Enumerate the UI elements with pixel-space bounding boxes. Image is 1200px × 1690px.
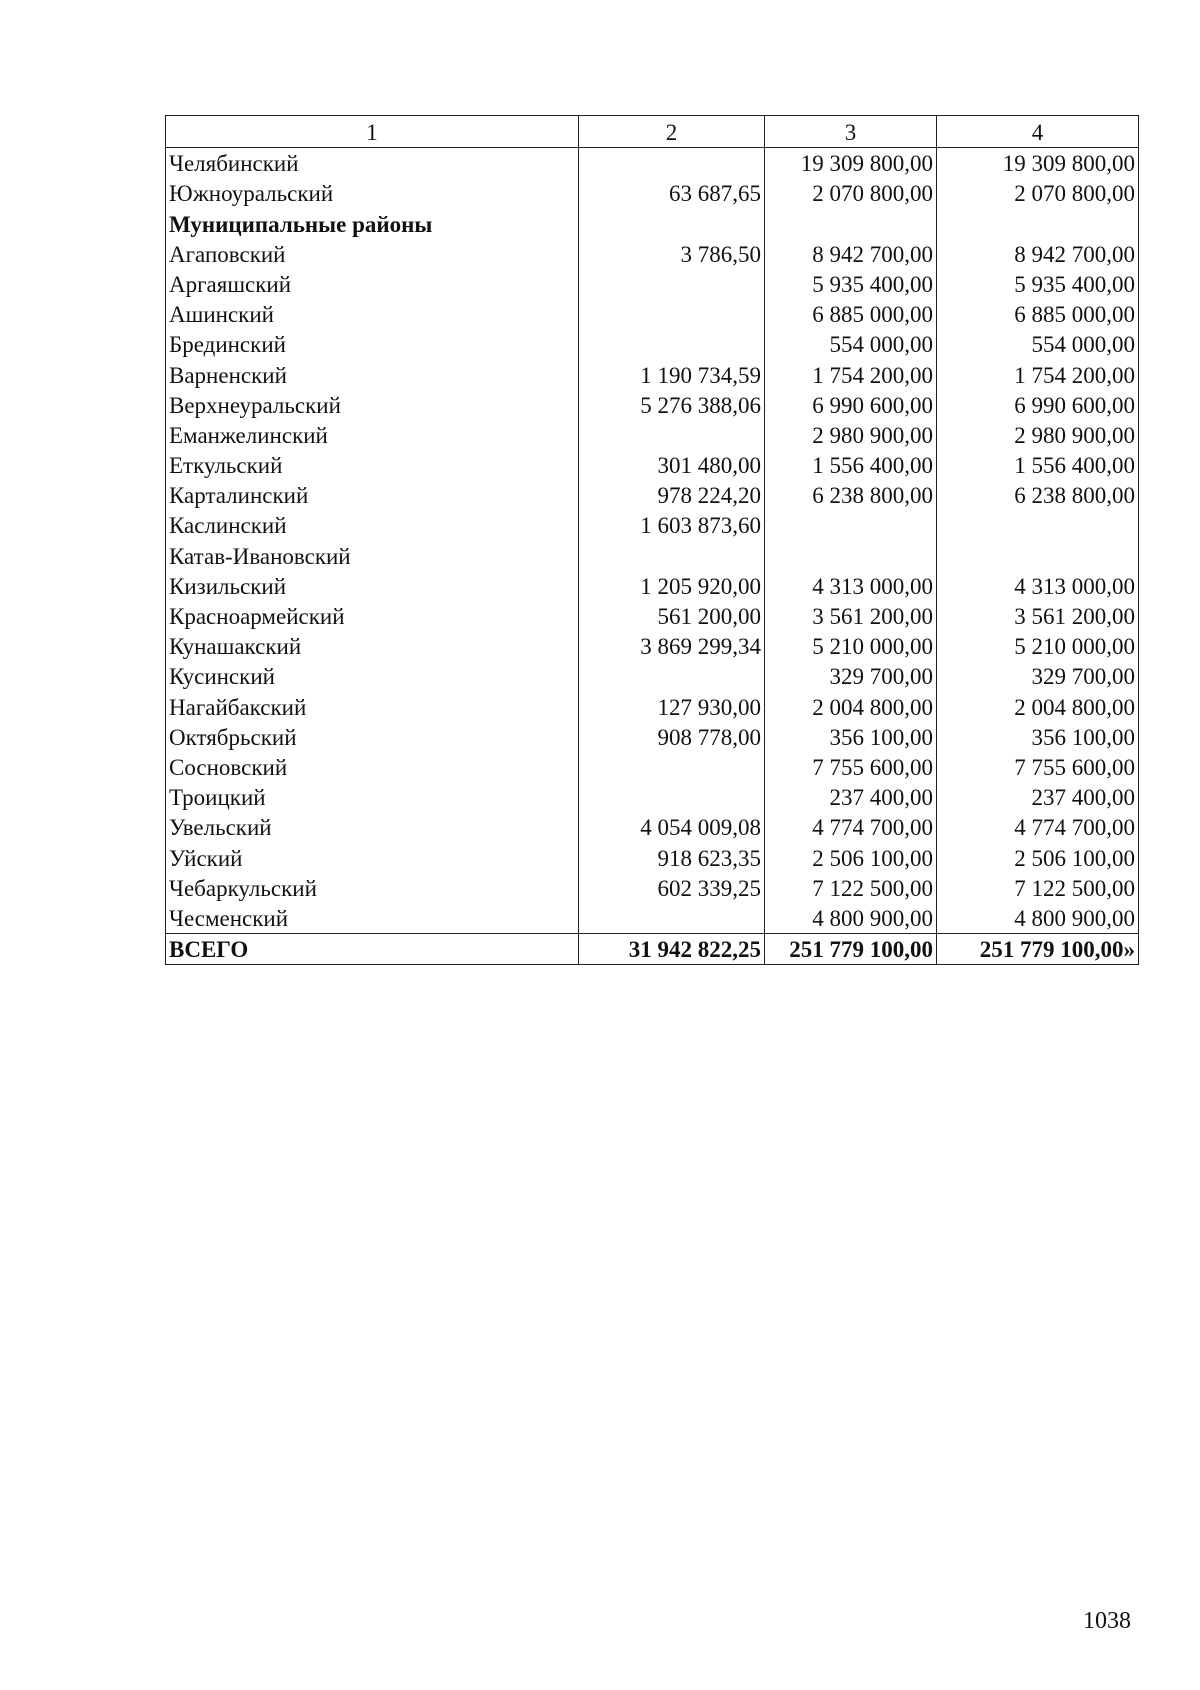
value-cell-col3: 356 100,00 [765,722,937,752]
value-cell-col3: 251 779 100,00 [765,933,937,964]
value-cell-col4: 8 942 700,00 [937,239,1139,269]
value-cell-col3: 2 004 800,00 [765,691,937,721]
row-name-cell: Еткульский [166,450,579,480]
value-cell-col4: 4 800 900,00 [937,903,1139,934]
value-cell-col4: 356 100,00 [937,722,1139,752]
value-cell-col2: 127 930,00 [579,691,765,721]
value-cell-col3: 7 122 500,00 [765,873,937,903]
value-cell-col3: 1 556 400,00 [765,450,937,480]
total-row [166,933,1139,964]
table-row [166,540,1139,570]
table-row [166,903,1139,934]
value-cell-col4: 554 000,00 [937,329,1139,359]
value-cell-col3 [765,540,937,570]
value-cell-col2: 4 054 009,08 [579,812,765,842]
row-name-cell: Агаповский [166,239,579,269]
value-cell-col4 [937,208,1139,238]
table-row [166,631,1139,661]
value-cell-col2: 1 205 920,00 [579,571,765,601]
value-cell-col2 [579,148,765,179]
value-cell-col2: 63 687,65 [579,178,765,208]
value-cell-col3: 2 506 100,00 [765,842,937,872]
table-row [166,691,1139,721]
value-cell-col4 [937,510,1139,540]
table-row [166,510,1139,540]
row-name-cell: Ашинский [166,299,579,329]
table-row [166,148,1139,179]
row-name-cell: Увельский [166,812,579,842]
value-cell-col3: 7 755 600,00 [765,752,937,782]
value-cell-col4: 237 400,00 [937,782,1139,812]
value-cell-col3 [765,208,937,238]
table-row [166,208,1139,238]
table-row [166,842,1139,872]
value-cell-col2: 1 603 873,60 [579,510,765,540]
table-row [166,239,1139,269]
value-cell-col4 [937,540,1139,570]
value-cell-col2 [579,782,765,812]
value-cell-col3: 2 980 900,00 [765,420,937,450]
value-cell-col4: 5 935 400,00 [937,269,1139,299]
value-cell-col4: 7 755 600,00 [937,752,1139,782]
page-number: 1038 [1083,1608,1131,1634]
row-name-cell: Еманжелинский [166,420,579,450]
row-name-cell: Октябрьский [166,722,579,752]
value-cell-col3: 6 885 000,00 [765,299,937,329]
table-row [166,178,1139,208]
value-cell-col2 [579,540,765,570]
row-name-cell: ВСЕГО [166,933,579,964]
table-row [166,299,1139,329]
value-cell-col2 [579,208,765,238]
value-cell-col3: 4 313 000,00 [765,571,937,601]
value-cell-col4: 5 210 000,00 [937,631,1139,661]
row-name-cell: Южноуральский [166,178,579,208]
value-cell-col3: 3 561 200,00 [765,601,937,631]
value-cell-col3: 6 238 800,00 [765,480,937,510]
value-cell-col4: 2 980 900,00 [937,420,1139,450]
value-cell-col2 [579,420,765,450]
value-cell-col2: 561 200,00 [579,601,765,631]
table-row [166,722,1139,752]
table-row [166,571,1139,601]
data-table [165,115,1139,965]
row-name-cell: Красноармейский [166,601,579,631]
value-cell-col2 [579,329,765,359]
value-cell-col2 [579,661,765,691]
value-cell-col3 [765,510,937,540]
value-cell-col3: 329 700,00 [765,661,937,691]
value-cell-col2 [579,903,765,934]
value-cell-col2: 1 190 734,59 [579,359,765,389]
value-cell-col4: 4 774 700,00 [937,812,1139,842]
value-cell-col4: 2 506 100,00 [937,842,1139,872]
value-cell-col2: 602 339,25 [579,873,765,903]
row-name-cell: Сосновский [166,752,579,782]
value-cell-col3: 6 990 600,00 [765,390,937,420]
value-cell-col4: 6 238 800,00 [937,480,1139,510]
value-cell-col3: 2 070 800,00 [765,178,937,208]
row-name-cell: Кунашакский [166,631,579,661]
value-cell-col3: 5 210 000,00 [765,631,937,661]
row-name-cell: Брединский [166,329,579,359]
row-name-cell: Варненский [166,359,579,389]
row-name-cell: Верхнеуральский [166,390,579,420]
value-cell-col2: 3 786,50 [579,239,765,269]
value-cell-col3: 237 400,00 [765,782,937,812]
value-cell-col4: 7 122 500,00 [937,873,1139,903]
row-name-cell: Чесменский [166,903,579,934]
row-name-cell: Карталинский [166,480,579,510]
value-cell-col2: 31 942 822,25 [579,933,765,964]
row-name-cell: Аргаяшский [166,269,579,299]
value-cell-col2: 3 869 299,34 [579,631,765,661]
value-cell-col3: 8 942 700,00 [765,239,937,269]
column-header: 1 [166,116,579,148]
value-cell-col3: 1 754 200,00 [765,359,937,389]
value-cell-col2: 918 623,35 [579,842,765,872]
table-row [166,480,1139,510]
value-cell-col4: 251 779 100,00» [937,933,1139,964]
table-row [166,812,1139,842]
row-name-cell: Уйский [166,842,579,872]
row-name-cell: Нагайбакский [166,691,579,721]
value-cell-col2: 978 224,20 [579,480,765,510]
column-header: 4 [937,116,1139,148]
value-cell-col2: 908 778,00 [579,722,765,752]
row-name-cell: Челябинский [166,148,579,179]
value-cell-col2 [579,269,765,299]
value-cell-col4: 329 700,00 [937,661,1139,691]
value-cell-col3: 5 935 400,00 [765,269,937,299]
value-cell-col4: 1 556 400,00 [937,450,1139,480]
value-cell-col4: 2 070 800,00 [937,178,1139,208]
table-row [166,873,1139,903]
value-cell-col4: 3 561 200,00 [937,601,1139,631]
row-name-cell: Муниципальные районы [166,208,579,238]
column-header: 3 [765,116,937,148]
value-cell-col2: 5 276 388,06 [579,390,765,420]
value-cell-col3: 554 000,00 [765,329,937,359]
table-row [166,782,1139,812]
table-row [166,601,1139,631]
value-cell-col4: 6 885 000,00 [937,299,1139,329]
value-cell-col2 [579,752,765,782]
table-row [166,450,1139,480]
value-cell-col4: 6 990 600,00 [937,390,1139,420]
value-cell-col4: 4 313 000,00 [937,571,1139,601]
table-row [166,661,1139,691]
value-cell-col2: 301 480,00 [579,450,765,480]
table-body [166,148,1139,965]
row-name-cell: Кусинский [166,661,579,691]
value-cell-col3: 19 309 800,00 [765,148,937,179]
value-cell-col4: 19 309 800,00 [937,148,1139,179]
row-name-cell: Троицкий [166,782,579,812]
row-name-cell: Катав-Ивановский [166,540,579,570]
value-cell-col4: 1 754 200,00 [937,359,1139,389]
value-cell-col3: 4 774 700,00 [765,812,937,842]
column-header: 2 [579,116,765,148]
value-cell-col2 [579,299,765,329]
table-row [166,752,1139,782]
value-cell-col3: 4 800 900,00 [765,903,937,934]
table-row [166,359,1139,389]
table-row [166,390,1139,420]
table-row [166,269,1139,299]
table-row [166,329,1139,359]
row-name-cell: Кизильский [166,571,579,601]
table-row [166,420,1139,450]
row-name-cell: Чебаркульский [166,873,579,903]
row-name-cell: Каслинский [166,510,579,540]
header-row [166,116,1139,148]
value-cell-col4: 2 004 800,00 [937,691,1139,721]
